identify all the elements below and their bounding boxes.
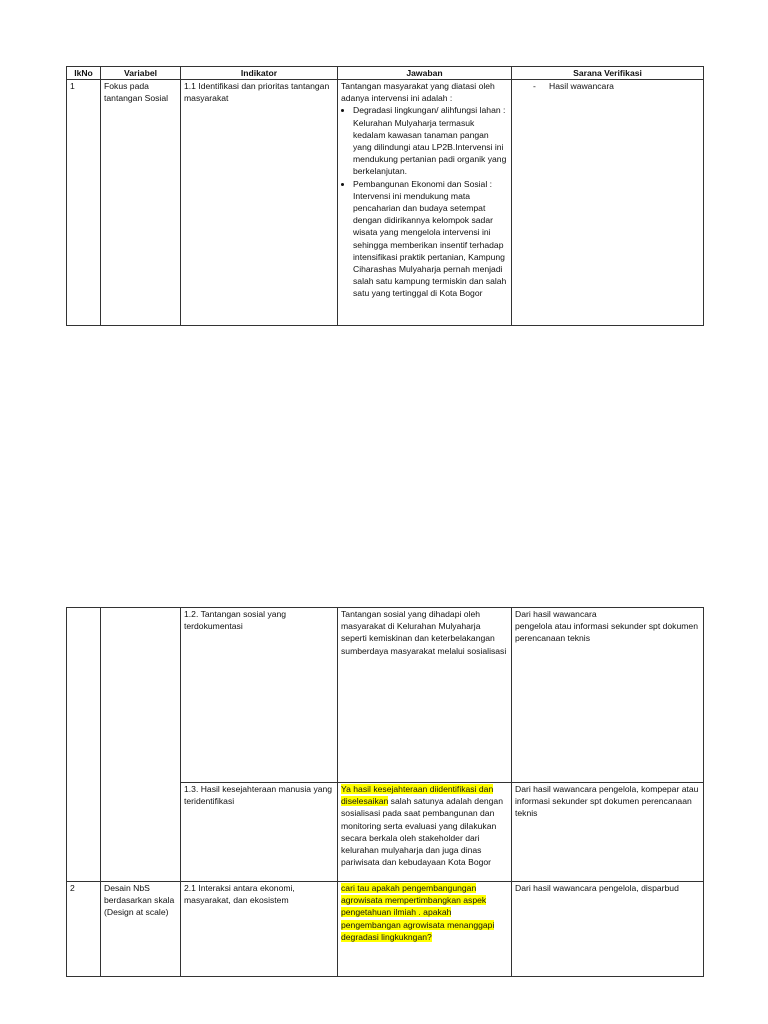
cell-indikator: 1.1 Identifikasi dan prioritas tantangan masyarakat [181,80,338,326]
list-item: • Degradasi lingkungan/ alihfungsi lahan : Kelurahan Mulyaharja termasuk kedalam kawasan tanaman pangan yang dilindungi atau LP2B.Intervensi ini mendukung pertanian padi organik yang berkelanjutan. [353,104,508,177]
jawaban-bullet-list [341,104,508,299]
header-indikator: Indikator [181,67,338,80]
cell-sarana-verifikasi [512,608,704,783]
table-row [67,80,704,326]
highlighted-text: cari tau apakah pengembangungan agrowisata mempertimbangkan aspek pengetahuan ilmiah . apakah pengembangan agrowisata menanggapi degradasi lingkukngan? [341,883,495,942]
cell-jawaban [338,882,512,977]
list-item: • Pembangunan Ekonomi dan Sosial : Intervensi ini mendukung mata pencaharian dan budaya setempat dengan didirikannya kelompok sadar wisata yang mengelola intervensi ini sehingga memberikan insentif terhadap intensifikasi praktik pertanian, Kampung Ciharashas Mulyaharja pernah menjadi salah satu kampung termiskin dan salah satu yang tertinggal di Kota Bogor [353,178,508,300]
cell-indikator: 2.1 Interaksi antara ekonomi, masyarakat, dan ekosistem [181,882,338,977]
header-sarana-verifikasi: Sarana Verifikasi [512,67,704,80]
sarana-list-item [515,80,700,92]
cell-indikator: 1.3. Hasil kesejahteraan manusia yang teridentifikasi [181,783,338,882]
table-row [67,608,704,783]
jawaban-intro: Tantangan masyarakat yang diatasi oleh adanya intervensi ini adalah : [341,81,495,104]
cell-jawaban: Tantangan sosial yang dihadapi oleh masyarakat di Kelurahan Mulyaharja seperti kemiskinan dan keterbelakangan sumberdaya masyarakat melalui sosialisasi [338,608,512,783]
sarana-line: pengelola atau informasi sekunder spt dokumen perencanaan teknis [515,621,698,644]
header-variabel: Variabel [101,67,181,80]
dash-marker: - [533,81,536,91]
cell-variabel: Fokus pada tantangan Sosial [101,80,181,326]
verification-table-page1 [66,66,704,326]
cell-ikno: 1 [67,80,101,326]
sarana-text: Hasil wawancara [549,81,614,91]
cell-variabel [101,608,181,882]
cell-jawaban [338,783,512,882]
header-ikno: IkNo [67,67,101,80]
cell-ikno: 2 [67,882,101,977]
table-header-row [67,67,704,80]
cell-jawaban [338,80,512,326]
cell-indikator: 1.2. Tantangan sosial yang terdokumentasi [181,608,338,783]
sarana-line: Dari hasil wawancara [515,609,597,619]
cell-variabel: Desain NbS berdasarkan skala (Design at scale) [101,882,181,977]
cell-sarana-verifikasi [512,80,704,326]
table-row [67,882,704,977]
cell-sarana-verifikasi: Dari hasil wawancara pengelola, kompepar atau informasi sekunder spt dokumen perencanaan teknis [512,783,704,882]
header-jawaban: Jawaban [338,67,512,80]
cell-sarana-verifikasi: Dari hasil wawancara pengelola, disparbud [512,882,704,977]
jawaban-text: salah satunya adalah dengan sosialisasi pada saat pembangunan dan monitoring serta evaluasi yang dilakukan secara berkala oleh stakeholder dari kelurahan mulyaharja dan juga dinas pariwisata dan kebudayaan Kota Bogor [341,796,503,868]
highlighted-text: Ya hasil kesejahteraan diidentifikasi dan diselesaikan [341,784,494,807]
cell-ikno [67,608,101,882]
verification-table-page2 [66,607,704,977]
